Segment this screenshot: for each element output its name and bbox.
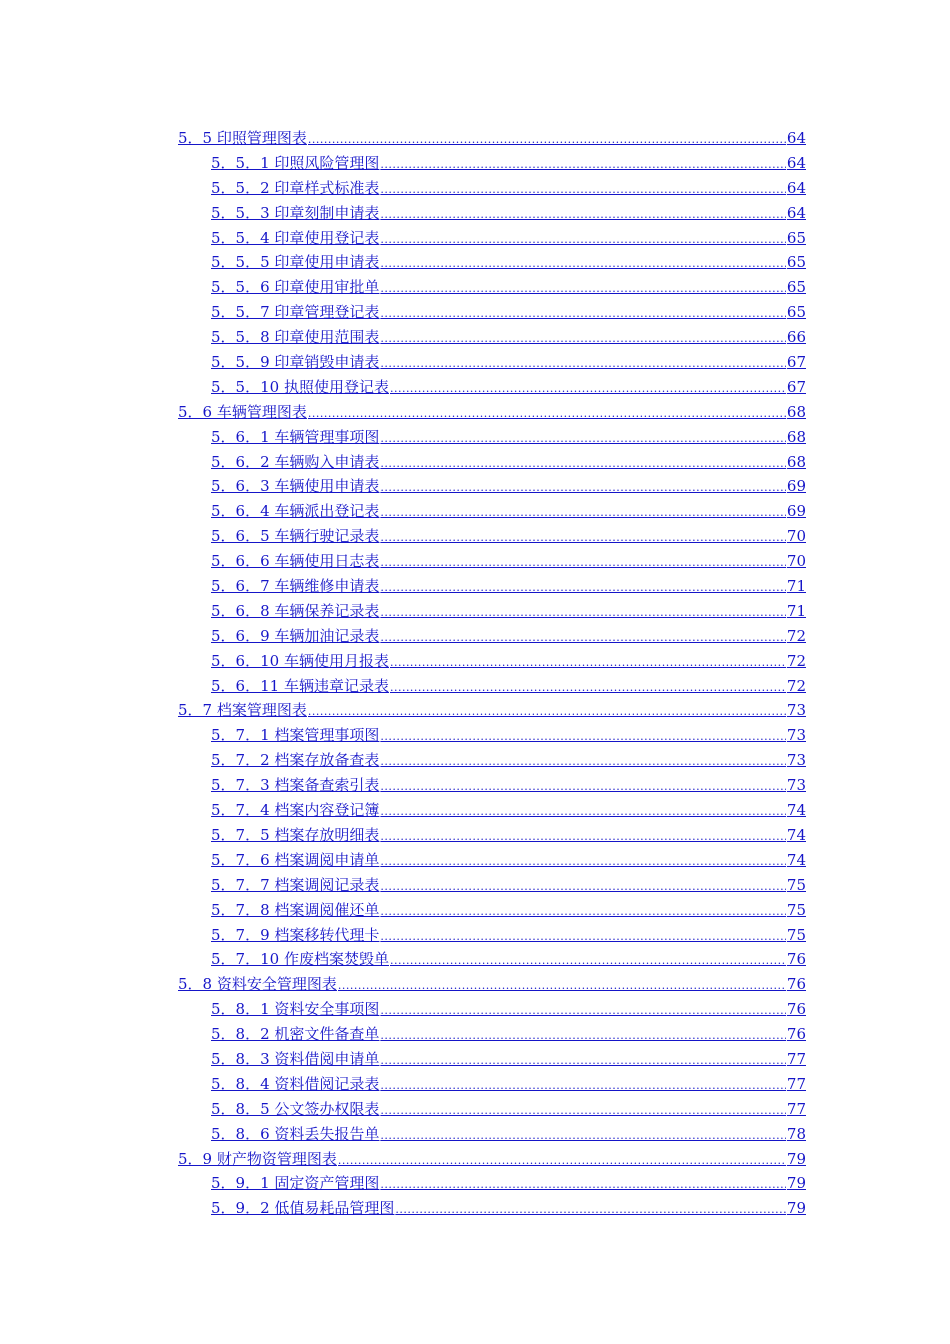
toc-subsection-link[interactable] [178, 425, 806, 450]
toc-entry-title: 5．6．2 车辆购入申请表 [211, 452, 380, 471]
toc-dot-leader [380, 551, 786, 576]
toc-subsection-link[interactable] [178, 823, 806, 848]
toc-page-number: 72 [786, 626, 806, 645]
toc-dot-leader [380, 725, 786, 750]
toc-dot-leader [380, 228, 786, 253]
toc-entry-title: 5．8．5 公文签办权限表 [211, 1099, 380, 1118]
toc-page-number: 79 [786, 1149, 806, 1168]
toc-subsection-link[interactable] [178, 624, 806, 649]
toc-dot-leader [380, 1099, 786, 1124]
toc-dot-leader [380, 178, 786, 203]
toc-entry-title: 5．7．7 档案调阅记录表 [211, 875, 380, 894]
toc-entry-title: 5．6．7 车辆维修申请表 [211, 577, 380, 596]
toc-entry-title: 5．9．1 固定资产管理图 [211, 1174, 380, 1193]
toc-page-number: 76 [786, 1025, 806, 1044]
toc-dot-leader [380, 875, 786, 900]
toc-entry-title: 5．6 车辆管理图表 [178, 402, 307, 421]
toc-subsection-link[interactable] [178, 201, 806, 226]
toc-page-number: 75 [786, 900, 806, 919]
toc-entry-title: 5．7．2 档案存放备查表 [211, 751, 380, 770]
toc-entry-title: 5．5．5 印章使用申请表 [211, 253, 380, 272]
toc-dot-leader [380, 925, 786, 950]
toc-entry-title: 5．8．3 资料借阅申请单 [211, 1049, 380, 1068]
toc-dot-leader [380, 1173, 786, 1198]
toc-dot-leader [380, 277, 786, 302]
toc-entry-title: 5．7．5 档案存放明细表 [211, 825, 380, 844]
toc-entry-title: 5．6．5 车辆行驶记录表 [211, 527, 380, 546]
toc-dot-leader [380, 825, 786, 850]
toc-entry-title: 5．5 印照管理图表 [178, 129, 307, 147]
toc-page-number: 65 [786, 228, 806, 247]
toc-dot-leader [308, 128, 786, 153]
toc-subsection-link[interactable] [178, 1047, 806, 1072]
toc-entry-title: 5．5．9 印章销毁申请表 [211, 353, 380, 372]
toc-dot-leader [308, 700, 786, 725]
toc-entry-title: 5．6．11 车辆违章记录表 [211, 676, 389, 695]
toc-dot-leader [380, 252, 786, 277]
toc-page-number: 77 [786, 1074, 806, 1093]
toc-subsection-link[interactable] [178, 375, 806, 400]
toc-entry-title: 5．6．4 车辆派出登记表 [211, 502, 380, 521]
toc-dot-leader [380, 526, 786, 551]
toc-subsection-link[interactable] [178, 151, 806, 176]
toc-page-number: 64 [786, 129, 806, 147]
toc-page-number: 77 [786, 1099, 806, 1118]
toc-dot-leader [380, 576, 786, 601]
toc-entry-title: 5．6．9 车辆加油记录表 [211, 626, 380, 645]
toc-entry-title: 5．5．4 印章使用登记表 [211, 228, 380, 247]
toc-entry-title: 5．6．1 车辆管理事项图 [211, 427, 380, 446]
toc-subsection-link[interactable] [178, 275, 806, 300]
toc-subsection-link[interactable] [178, 649, 806, 674]
toc-subsection-link[interactable] [178, 773, 806, 798]
toc-subsection-link[interactable] [178, 1022, 806, 1047]
toc-entry-title: 5．7．6 档案调阅申请单 [211, 850, 380, 869]
toc-dot-leader [380, 352, 786, 377]
toc-entry-title: 5．9．2 低值易耗品管理图 [211, 1199, 395, 1218]
toc-section-link[interactable] [178, 1147, 806, 1172]
toc-page-number: 76 [786, 1000, 806, 1019]
toc-page-number: 73 [786, 751, 806, 770]
toc-section-link[interactable] [178, 400, 806, 425]
toc-subsection-link[interactable] [178, 325, 806, 350]
toc-entry-title: 5．9 财产物资管理图表 [178, 1149, 337, 1168]
toc-subsection-link[interactable] [178, 549, 806, 574]
toc-entry-title: 5．7．3 档案备查索引表 [211, 776, 380, 795]
toc-subsection-link[interactable] [178, 1097, 806, 1122]
toc-section-link[interactable] [178, 972, 806, 997]
toc-subsection-link[interactable] [178, 176, 806, 201]
toc-dot-leader [380, 1024, 786, 1049]
toc-page-number: 74 [786, 801, 806, 820]
toc-subsection-link[interactable] [178, 474, 806, 499]
toc-page-number: 68 [786, 402, 806, 421]
toc-dot-leader [390, 676, 786, 701]
toc-subsection-link[interactable] [178, 250, 806, 275]
toc-entry-title: 5．6．8 车辆保养记录表 [211, 601, 380, 620]
toc-entry-title: 5．7．4 档案内容登记簿 [211, 801, 380, 820]
toc-subsection-link[interactable] [178, 723, 806, 748]
toc-subsection-link[interactable] [178, 1171, 806, 1196]
toc-page-number: 79 [786, 1199, 806, 1218]
toc-subsection-link[interactable] [178, 226, 806, 251]
toc-page-number: 74 [786, 825, 806, 844]
toc-dot-leader [308, 402, 786, 427]
toc-subsection-link[interactable] [178, 748, 806, 773]
toc-entry-title: 5．7．9 档案移转代理卡 [211, 925, 380, 944]
table-of-contents [178, 126, 806, 1221]
toc-entry-title: 5．5．6 印章使用审批单 [211, 278, 380, 297]
toc-entry-title: 5．6．10 车辆使用月报表 [211, 651, 389, 670]
toc-entry-title: 5．8．1 资料安全事项图 [211, 1000, 380, 1019]
toc-entry-title: 5．5．2 印章样式标准表 [211, 178, 380, 197]
toc-subsection-link[interactable] [178, 997, 806, 1022]
toc-subsection-link[interactable] [178, 1072, 806, 1097]
toc-page-number: 65 [786, 303, 806, 322]
toc-page-number: 73 [786, 776, 806, 795]
toc-page-number: 75 [786, 875, 806, 894]
toc-page-number: 78 [786, 1124, 806, 1143]
toc-page-number: 64 [786, 203, 806, 222]
toc-subsection-link[interactable] [178, 524, 806, 549]
toc-page-number: 65 [786, 253, 806, 272]
toc-dot-leader [380, 1074, 786, 1099]
toc-subsection-link[interactable] [178, 848, 806, 873]
toc-page-number: 75 [786, 925, 806, 944]
toc-subsection-link[interactable] [178, 947, 806, 972]
toc-page-number: 67 [786, 353, 806, 372]
toc-dot-leader [380, 452, 786, 477]
toc-subsection-link[interactable] [178, 574, 806, 599]
toc-entry-title: 5．6．3 车辆使用申请表 [211, 477, 380, 496]
toc-dot-leader [380, 501, 786, 526]
toc-dot-leader [380, 750, 786, 775]
toc-entry-title: 5．8 资料安全管理图表 [178, 975, 337, 994]
toc-page-number: 71 [786, 601, 806, 620]
toc-dot-leader [380, 1124, 786, 1149]
toc-subsection-link[interactable] [178, 923, 806, 948]
toc-subsection-link[interactable] [178, 1196, 806, 1221]
toc-dot-leader [395, 1198, 786, 1223]
toc-page-number: 64 [786, 153, 806, 172]
toc-page-number: 72 [786, 676, 806, 695]
toc-subsection-link[interactable] [178, 674, 806, 699]
toc-dot-leader [380, 153, 786, 178]
toc-dot-leader [390, 377, 786, 402]
toc-entry-title: 5．5．8 印章使用范围表 [211, 328, 380, 347]
toc-dot-leader [380, 626, 786, 651]
toc-page-number: 72 [786, 651, 806, 670]
toc-dot-leader [380, 850, 786, 875]
toc-subsection-link[interactable] [178, 873, 806, 898]
toc-entry-title: 5．5．1 印照风险管理图 [211, 153, 380, 172]
toc-subsection-link[interactable] [178, 300, 806, 325]
toc-entry-title: 5．8．6 资料丢失报告单 [211, 1124, 380, 1143]
toc-page-number: 69 [786, 502, 806, 521]
toc-page-number: 79 [786, 1174, 806, 1193]
toc-subsection-link[interactable] [178, 350, 806, 375]
toc-page-number: 73 [786, 726, 806, 745]
toc-dot-leader [338, 1149, 786, 1174]
toc-page-number: 71 [786, 577, 806, 596]
toc-dot-leader [380, 900, 786, 925]
toc-page-number: 66 [786, 328, 806, 347]
toc-subsection-link[interactable] [178, 798, 806, 823]
toc-page-number: 74 [786, 850, 806, 869]
toc-dot-leader [380, 427, 786, 452]
toc-entry-title: 5．7．1 档案管理事项图 [211, 726, 380, 745]
toc-entry-title: 5．7．10 作废档案焚毁单 [211, 950, 389, 969]
toc-section-link[interactable] [178, 126, 806, 151]
toc-section-link[interactable] [178, 698, 806, 723]
toc-page-number: 76 [786, 950, 806, 969]
toc-dot-leader [380, 203, 786, 228]
toc-dot-leader [380, 302, 786, 327]
toc-dot-leader [390, 949, 786, 974]
toc-subsection-link[interactable] [178, 1122, 806, 1147]
toc-dot-leader [380, 800, 786, 825]
toc-dot-leader [380, 476, 786, 501]
toc-page-number: 73 [786, 701, 806, 720]
toc-dot-leader [380, 1049, 786, 1074]
toc-entry-title: 5．5．10 执照使用登记表 [211, 377, 389, 396]
toc-page-number: 77 [786, 1049, 806, 1068]
toc-entry-title: 5．5．3 印章刻制申请表 [211, 203, 380, 222]
toc-page-number: 76 [786, 975, 806, 994]
toc-subsection-link[interactable] [178, 499, 806, 524]
toc-entry-title: 5．7．8 档案调阅催还单 [211, 900, 380, 919]
toc-dot-leader [380, 775, 786, 800]
toc-page-number: 67 [786, 377, 806, 396]
toc-dot-leader [380, 999, 786, 1024]
toc-dot-leader [338, 974, 786, 999]
toc-page-number: 65 [786, 278, 806, 297]
toc-page-number: 69 [786, 477, 806, 496]
toc-page-number: 70 [786, 552, 806, 571]
toc-subsection-link[interactable] [178, 450, 806, 475]
toc-entry-title: 5．7 档案管理图表 [178, 701, 307, 720]
toc-page-number: 68 [786, 452, 806, 471]
toc-entry-title: 5．8．2 机密文件备查单 [211, 1025, 380, 1044]
toc-entry-title: 5．8．4 资料借阅记录表 [211, 1074, 380, 1093]
toc-page-number: 64 [786, 178, 806, 197]
toc-page-number: 68 [786, 427, 806, 446]
toc-entry-title: 5．6．6 车辆使用日志表 [211, 552, 380, 571]
toc-dot-leader [380, 327, 786, 352]
toc-subsection-link[interactable] [178, 898, 806, 923]
toc-dot-leader [390, 651, 786, 676]
toc-dot-leader [380, 601, 786, 626]
toc-subsection-link[interactable] [178, 599, 806, 624]
toc-entry-title: 5．5．7 印章管理登记表 [211, 303, 380, 322]
toc-page-number: 70 [786, 527, 806, 546]
